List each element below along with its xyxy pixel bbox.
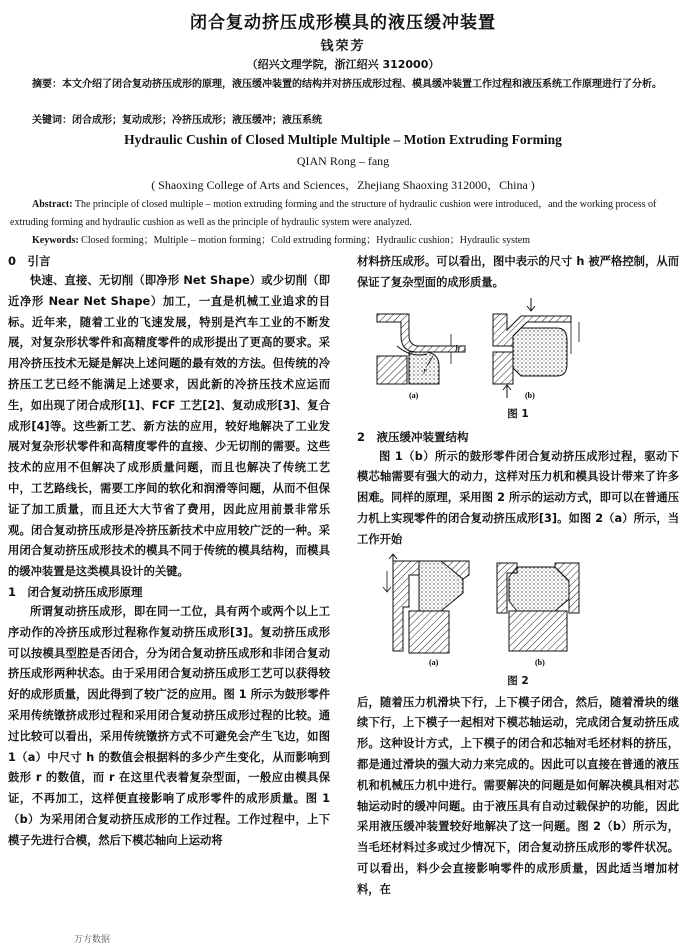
author-name-english: QIAN Rong – fang [296,154,390,168]
abstract-text: 本文介绍了闭合复动挤压成形的原理，液压缓冲装置的结构并对挤压成形过程、模具缓冲装置工作过程和液压系统工作原理进行了分析。 [62,79,662,90]
figure-2a-die [383,554,469,653]
principle-paragraph: 所谓复动挤压成形，即在同一工位，具有两个或两个以上工序动作的冷挤压成形过程称作复动挤压成形[3]。复动挤压成形可以按模具型腔是否闭合，分为闭合复动挤压成形和非闭合复动挤压成形两种状态。由于采用闭合复动挤压成形工艺可以获得较好的成形质量，因此得到了较广泛的应用。图 1 所示为鼓形零件采用传统镦挤成形过程和采用闭合复动挤压成形过程的比较。通过比较可以看出，采用传统镦挤方式不可避免会产生飞边，如图 1（a）中尺寸 h 的数值会根据料的多少产生变化，从而影响到鼓形 r 的数值，而 r 在这里代表着复杂型面，一般应由模具保证，不再加工，这样便直接影响了成形零件的成形质量。图 1（b）为采用闭合复动挤压成形的工作过程。工作过程中，上下模子先进行合模，然后下模芯轴向上运动将 [8,604,330,847]
watermark-text: 万方数据 [74,935,111,945]
section-heading-principle: 1 闭合复动挤压成形原理 [8,584,143,599]
intro-paragraph: 快速、直接、无切削（即净形 Net Shape）或少切削（即近净形 Near Net Shape）加工，一直是机械工业追求的目标。近年来，随着工业的飞速发展，特别是汽车工业的不断发展，对复杂形状零件和高精度零件的成形提出了更高的要求。采用冷挤压技术无疑是解决上述问题的最有效的方法。但传统的冷挤压工艺已经不能满足上述要求，因此新的冷挤压技术应运而生，如出现了闭合成形[1]、FCF 工艺[2]、复动成形[3]、复合成形[4]等。这些新工艺、新方法的应用，较好地解决了工业发展对复杂形状零件和高精度零件的直接、少无切削的需要。这些技术的应用不但解决了成形质量问题，而且也解决了传统工艺中，工艺路线长，需要工序间的软化和润滑等问题，从而不但保证了加工质量，而且还大大节省了费用，因此应用前景非常乐观。闭合复动挤压成形是冷挤压新技术中应用较广泛的一种。采用闭合复动挤压成形技术的模具不同于传统的模具结构，而模具的缓冲装置是这类模具设计的关键。 [8,274,330,579]
keywords-chinese [32,112,672,130]
abstract-label-english: Abstract: [32,199,73,210]
figure-1a-label: (a) [409,390,419,400]
right-column [357,252,679,901]
keywords-english [32,232,672,250]
figure-1-dim-r: r [423,365,427,377]
keywords-label-english: Keywords: [32,235,79,246]
keywords-label: 关键词： [32,115,72,126]
figure-2-drawing [357,551,679,669]
figure-1a-die [377,314,465,384]
left-column [8,252,330,852]
abstract-english [10,196,678,232]
figure-1 [357,294,679,402]
structure-paragraph: 图 1（b）所示的鼓形零件闭合复动挤压成形过程，驱动下模芯轴需要有强大的动力，这样对压力机和模具设计带来了许多困难。同样的原理，采用图 2 所示的运动方式，即可以在普通压力机上实现零件的闭合复动挤压成形[3]。如图 2（a）所示，当工作开始 [357,449,679,546]
abstract-text-english: The principle of closed multiple – motion extruding forming and the structure of hydraulic cushion were introduced，and the working process of extruding forming and hydraulic cushion as well as the principle of hydraulic system were analyzed. [10,199,657,228]
abstract-chinese [10,76,676,94]
abstract-label: 摘要： [32,79,62,90]
figure-1b-die [493,298,579,398]
figure-2a-label: (a) [429,657,439,667]
keywords-text: 闭合成形；复动成形；冷挤压成形；液压缓冲；液压系统 [72,115,322,126]
figure-1-dim-h: h [455,343,460,355]
figure-1-drawing [357,294,679,402]
section-heading-structure: 2 液压缓冲装置结构 [357,429,469,444]
structure-paragraph-continued: 后，随着压力机滑块下行，上下模子闭合，然后，随着滑块的继续下行，上下模子一起相对下模芯轴运动，完成闭合复动挤压成形。这种设计方式，上下模子的闭合和芯轴对毛坯材料的挤压，都是通过滑块的强大动力来完成的。因此可以直接在普通的液压机和机械压力机中进行。需要解决的问题是如何解决模具相对芯轴运动时的缓冲问题。由于液压具有自动过载保护的功能，因此采用液压缓冲装置较好地解决了这一问题。图 2（b）所示为，当毛坯材料过多或过少情况下，闭合复动挤压成形的零件状况。可以看出，料少会直接影响零件的成形质量，因此适当增加材料，在 [357,695,679,896]
figure-1b-label: (b) [525,390,535,400]
affiliation-english: ( Shaoxing College of Arts and Sciences，Zhejiang Shaoxing 312000，China ) [151,178,535,192]
figure-2-caption: 图 2 [507,674,529,687]
principle-paragraph-continued: 材料挤压成形。可以看出，图中表示的尺寸 h 被严格控制，从而保证了复杂型面的成形质量。 [357,255,679,289]
figure-1-caption: 图 1 [507,407,529,420]
paper-title-english: Hydraulic Cushin of Closed Multiple Multiple – Motion Extruding Forming [124,132,562,147]
figure-2b-die [497,563,579,651]
figure-2 [357,551,679,669]
paper-title: 闭合复动挤压成形模具的液压缓冲装置 [190,13,496,33]
keywords-text-english: Closed forming；Multiple – motion forming；Cold extruding forming；Hydraulic cushion；Hydraulic system [78,235,531,246]
figure-2b-label: (b) [535,657,545,667]
author-name: 钱荣芳 [320,39,366,54]
author-affiliation: （绍兴文理学院，浙江绍兴 312000） [246,58,440,71]
section-heading-introduction: 0 引言 [8,254,51,268]
